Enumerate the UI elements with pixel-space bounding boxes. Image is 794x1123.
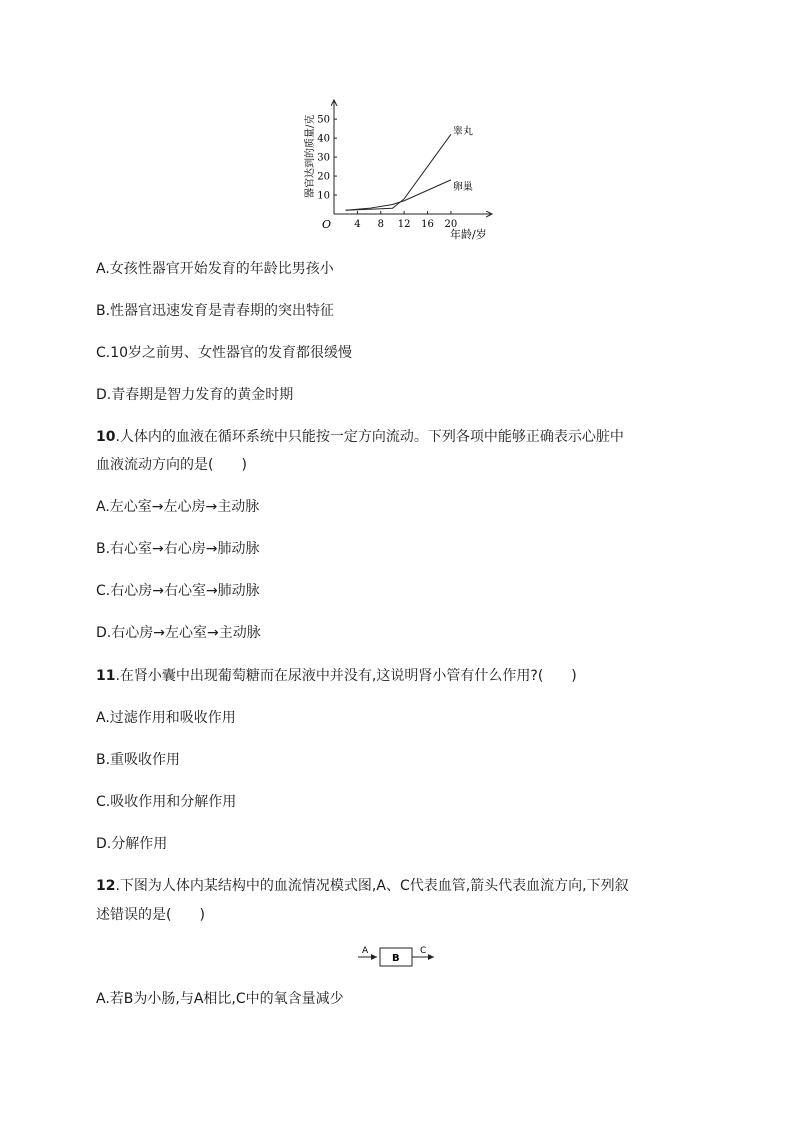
series-label-1: 睾丸	[452, 126, 473, 138]
y-tick-label: 20	[317, 171, 330, 183]
q11-option-b: B.重吸收作用	[96, 752, 181, 768]
q11-option-a: A.过滤作用和吸收作用	[96, 710, 236, 726]
organ-mass-line-chart	[298, 94, 498, 244]
x-tick-label: 8	[377, 219, 384, 230]
vessel-a-label: A	[362, 946, 369, 956]
y-tick-label: 30	[317, 152, 330, 164]
blood-flow-diagram	[356, 944, 438, 970]
series-line-1	[346, 134, 451, 210]
q12-stem	[96, 876, 629, 896]
y-tick-label: 10	[317, 190, 330, 202]
q9-option-d: D.青春期是智力发育的黄金时期	[96, 387, 294, 403]
q12-option-a: A.若B为小肠,与A相比,C中的氧含量减少	[96, 991, 344, 1007]
series-label-2: 卵巢	[452, 181, 473, 193]
x-tick-label: 12	[397, 219, 411, 230]
origin-label: O	[322, 218, 332, 231]
series-line-2	[346, 180, 451, 210]
y-tick-label: 40	[317, 133, 330, 145]
x-tick-label: 20	[444, 219, 458, 230]
q11-stem-text: .在肾小囊中出现葡萄糖而在尿液中并没有,这说明肾小管有什么作用?( )	[115, 668, 577, 684]
x-tick-label: 4	[354, 219, 361, 230]
y-tick-label: 50	[317, 114, 330, 126]
q11-number: 11	[96, 668, 116, 684]
q10-option-b: B.右心室→右心房→肺动脉	[96, 541, 260, 557]
q11-stem	[96, 666, 577, 686]
q10-number: 10	[96, 429, 116, 445]
y-axis-label: 器官达到的质量/克	[305, 114, 316, 198]
q11-option-d: D.分解作用	[96, 836, 168, 852]
structure-b-label: B	[392, 953, 400, 964]
x-tick-label: 16	[421, 219, 434, 230]
q10-stem-line2: 血液流动方向的是( )	[96, 457, 247, 473]
q9-option-b: B.性器官迅速发育是青春期的突出特征	[96, 303, 335, 319]
q10-option-a: A.左心室→左心房→主动脉	[96, 499, 260, 515]
q11-option-c: C.吸收作用和分解作用	[96, 794, 237, 810]
q10-option-d: D.右心房→左心室→主动脉	[96, 625, 261, 641]
q10-option-c: C.右心房→右心室→肺动脉	[96, 583, 260, 599]
q9-option-c: C.10岁之前男、女性器官的发育都很缓慢	[96, 345, 353, 361]
q12-stem-line2: 述错误的是( )	[96, 907, 205, 923]
q12-number: 12	[96, 878, 116, 894]
q9-option-a: A.女孩性器官开始发育的年龄比男孩小	[96, 261, 334, 277]
q10-stem-line1: .人体内的血液在循环系统中只能按一定方向流动。下列各项中能够正确表示心脏中	[115, 429, 624, 445]
x-axis-label: 年龄/岁	[450, 228, 487, 241]
q12-stem-line1: .下图为人体内某结构中的血流情况模式图,A、C代表血管,箭头代表血流方向,下列叙	[115, 878, 629, 894]
vessel-c-label: C	[420, 946, 427, 956]
q10-stem	[96, 427, 624, 447]
